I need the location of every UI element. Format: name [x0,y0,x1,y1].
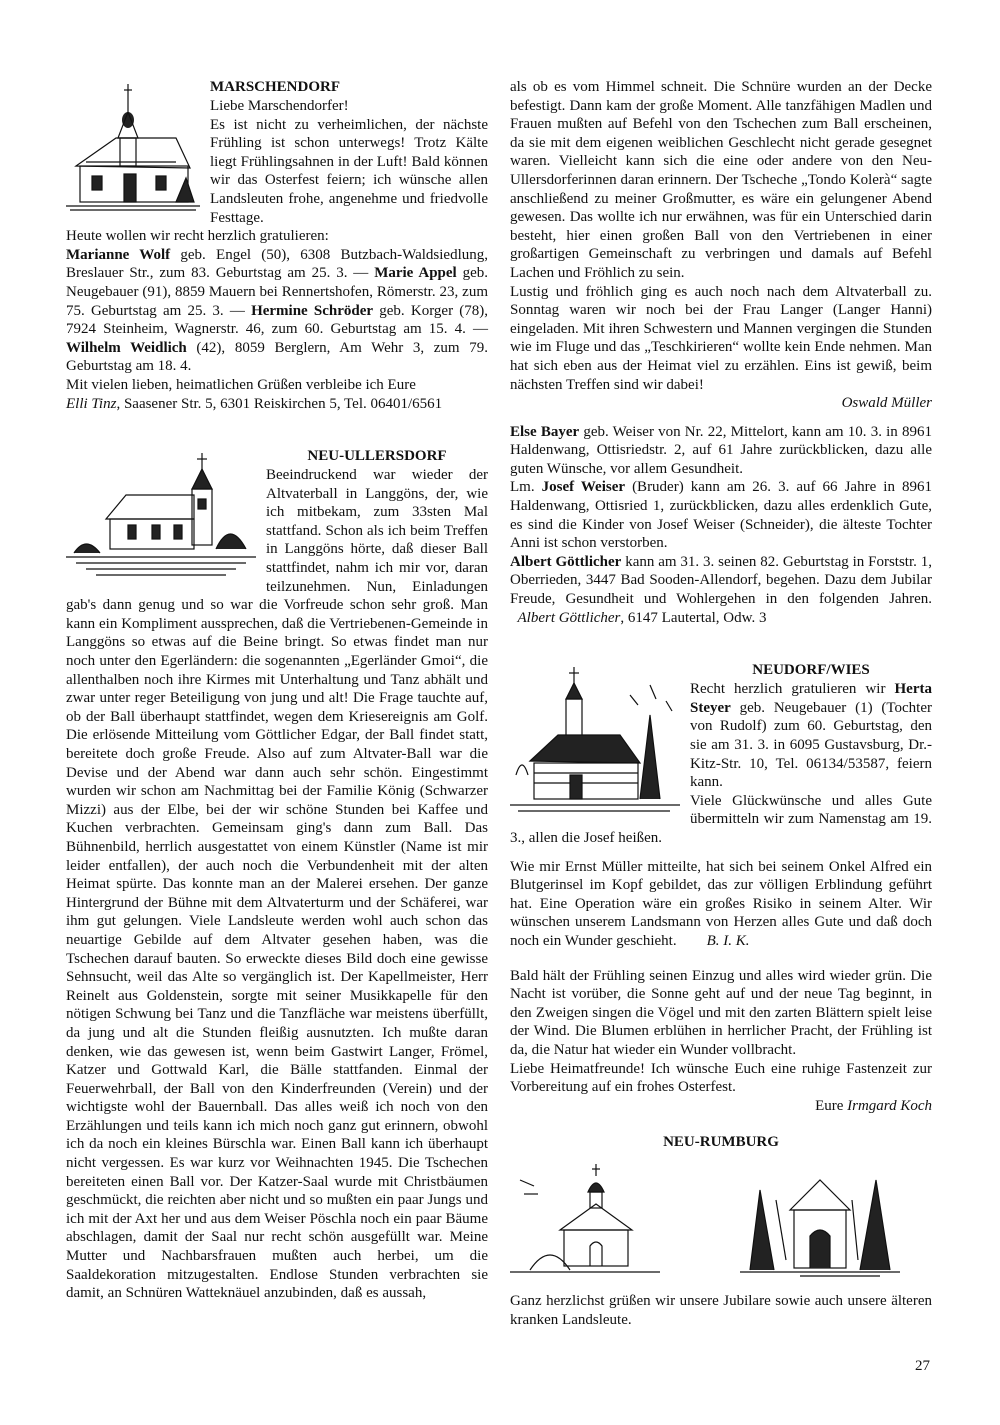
author-line [66,395,488,414]
page-number: 27 [915,1358,930,1374]
section-heading: NEUDORF/WIES [752,662,870,679]
ball-report-continued: als ob es vom Himmel schneit. Die Schnüre wurden an der Decke befestigt. Dann kam der große Moment. Alle tanzfähigen Madlen und Frauen mußten auf Befehl von den Tschechen zum Ball erscheinen, da sie mit dem eigenen weiblichen Geschlecht nicht gerade gesegnet waren. Vielleicht kann sich die eine oder andere von den Neu-Ullersdorferinnen daran erinnern. Der Tscheche „Tondo Kolerà“ sagte anschließend zu meiner Großmutter, es wäre ein gelungener Abend gewesen. Das wollte ich nur erwähnen, was für ein Unterschied darin besteht, hier einen großen Ball von den Vertriebenen in einer großartigen Gemeinschaft zu verbringen und damals auf Befehl Lachen und Fröhlich zu sein. [510,79,932,281]
author-name: Elli Tinz [66,395,117,412]
section-signature [510,1097,932,1116]
left-column [66,78,488,1303]
birthday-entry [510,478,932,552]
neu-rumburg-chapel-illustration [510,1160,660,1280]
honoree-details: geb. Neugebauer (1) (Tochter von Rudolf) zum 60. Geburtstag, den sie am 31. 3. in 6095 Gustavsburg, Dr.-Kitz-Str. 10, Tel. 06134/53587, feiern kann. [690,699,932,791]
neudorf-wies-church-illustration [510,665,680,815]
section-neu-rumburg [510,1133,932,1329]
marschendorf-chapel-illustration [66,78,200,218]
easter-wishes: Liebe Heimatfreunde! Ich wünsche Euch eine ruhige Fastenzeit zur Vorbereitung auf ein frohes Osterfest. [510,1060,932,1096]
signature-prefix: Eure [815,1097,848,1114]
congrats-lead: Heute wollen wir recht herzlich gratulieren: [66,228,329,245]
birthday-entry [510,423,932,479]
section-neudorf-wies [510,661,932,1115]
section-heading: MARSCHENDORF [210,79,340,95]
ullersdorf-birthdays [510,423,932,628]
ball-report-after: Lustig und fröhlich ging es auch noch nach dem Altvaterball zu. Sonntag waren wir noch bei der Frau Langer (Langer Hanni) eingeladen. Mit ihren Schwestern und Mannen vergingen die Stunden wie im Fluge und das „Teschkirieren“ wollte kein Ende nehmen. Man hat sich eben aus der Heimat viel zu erzählen. Eins ist gewiß, beim nächsten Treffen sind wir dabei! [510,283,932,393]
honoree-details: geb. Korger (78), 7924 Steinheim, Wagnerstr. 46, zum 60. Geburtstag am 15. 4. — [66,302,489,338]
section-heading: NEU-RUMBURG [663,1134,779,1151]
honoree-prefix: Lm. [510,479,542,496]
honoree-name: Herta Steyer [690,681,932,716]
honoree-details: geb. Engel (50), 6308 Butzbach-Waldsiedlung, Breslauer Str., zum 83. Geburtstag am 25. 3. — [66,246,489,282]
neu-rumburg-shrine-illustration [740,1160,900,1280]
honoree-details: geb. Neugebauer (91), 8859 Mauern bei Rennertshofen, Römerstr. 23, zum 75. Geburtstag am 25. 3. — [66,265,488,319]
entry-signature: Albert Göttlicher [517,609,621,626]
illness-text: Wie mir Ernst Müller mitteilte, hat sich bei seinem Onkel Alfred ein Blutgerinsel im Kopf gebildet, das zur völligen Erblindung geführt hat. Eine Operation wäre ein großes Risiko in seinem Alter. Wir wünschen unserem Landsmann von Herzen alles Gute und daß doch noch ein Wunder geschieht. [510,858,932,949]
honoree-name: Else Bayer [510,423,580,440]
honoree-details: kann am 31. 3. seinen 82. Geburtstag in Forststr. 1, Oberrieden, 3447 Bad Sooden-Allendorf, begehen. Dazu dem Jubilar Freude, Gesundheit und Wohlergehen in den folgenden Jahren. [510,553,932,608]
signature-name: Irmgard Koch [847,1097,932,1114]
ball-report-paragraph: Beeindruckend war wieder der Altvaterball in Langgöns, der, wie ich mitbekam, zum 33sten Mal stattfand. Schon als ich beim Treffen in Langgöns hörte, daß dieser Ball stattfindet, nahm ich mir vor, daran teilzunehmen. Nun, Einladungen gab's dann genug und so war die Vorfreude schon sehr groß. Man kann ein Kompliment aussprechen, daß die Vertriebenen-Gemeinde in Langgöns so etwas auf die Beine bringt. So etwas findet man nur noch unter den Egerländern: die sogenannten „Egerländer Gmoi“, die allenthalben noch ihre Kirmes mit Unterhaltung und Tanz abhält und zwar unter reger Beteiligung von jung und alt! Die Frage tauchte auf, ob der Ball überhaupt stattfindet, wegen dem Kriesereignis am Golf. Die erlösende Mitteilung vom Göttlicher Edgar, der Ball findet statt, bereitete doch große Freude. Also auf zum Altvater-Ball war die Devise und der Abend war dann auch sehr schön. Eingestimmt wurden wir schon am Nachmittag bei der Familie König (Schwarzer Mizzi) aus der Elbe, bei der wir schöne Stunden bei Kaffee und Kuchen verbrachten. Gemeinsam ging's dann zum Ball. Das Bühnenbild, herrlich ausgestattet von einem Künstler (Name ist mir leider entfallen), der auch noch die Verbundenheit mit der alten Heimat spürte. Das konnte man an der Malerei ersehen. Der ganze Hintergrund der Bühne mit dem Altvaterturm und der Schäferei, war ihm gut gelungen. Viele Landsleute werden wohl auch schon das neuartige Gebilde auf dem Altvater gesehen haben, was die Tschechen darauf bauten. So erweckte dieses Bild doch eine gewisse Sehnsucht, weil das Alte so vergänglich ist. Der Kapellmeister, Herr Reinelt aus Goldenstein, sorgte mit seiner Musikkapelle für den nötigen Schwung bei Tanz und die Tanzfläche war meistens überfüllt, da jung und alt die Stunden fleißig ausnutzten. Ich mußte daran denken, wie das gewesen ist, wenn beim Gastwirt Langer, Frömel, Katzer und Gottwald Karl, die Bälle stattfanden. Einmal der Feuerwehrball, der Ball von den Kinderfreunden (Verein) und der wichtigste wohl der Bauernball. Das alles weiß ich noch von den Erzählungen und teils kann ich mich noch ganz gut erinnern, obwohl ich da noch ein kleines Bürschla war. Einen Ball kann ich überhaupt nicht vergessen. Es war kurz vor Weihnachten 1945. Die Tschechen bereiteten einen Ball vor. Der Katzer-Saal wurde mit Christbäumen geschmückt, die reichten aber nicht und so mußten ein paar Jungs und ich mit der Axt her und aus dem Weiser Pöschla noch ein paar Bäume abschlagen, damit der Saal nur recht schön ausgefüllt war. Meine Mutter und Nachbarsfrauen mußten auch herbei, um die Saaldekoration mitzugestalten. Endlose Stunden verbrachten sie damit, an Schnüren Watteknäuel anzubinden, daß es aussah, [66,467,488,1302]
entry-prefix: Recht herzlich gratulieren wir [690,681,895,698]
birthday-entry [510,553,932,627]
right-column [510,78,932,1329]
author-address: , Saasener Str. 5, 6301 Reiskirchen 5, Tel. 06401/6561 [116,395,443,412]
illness-report [510,858,932,951]
greeting: Liebe Marschendorfer! [210,98,349,114]
birthday-list [66,246,488,376]
nameday-wishes: Viele Glückwünsche und alles Gute übermitteln wir zum Namenstag am 19. 3., allen die Josef heißen. [510,792,932,846]
honoree-details: (Bruder) kann am 26. 3. auf 66 Jahre in 8961 Haldenwang, Ottisried 1, zurückblicken, dazu alles erdenklich Gute, es sind die Kinder von Josef Weiser (Schneider), die älteste Tochter Anni ist schon verstorben. [510,479,932,552]
honoree-name: Josef Weiser [541,479,626,496]
spring-paragraph: Bald hält der Frühling seinen Einzug und alles wird wieder grün. Die Nacht ist vorüber, die Sonne geht auf und der neue Tag beginnt, in den Zweigen singen die Vögel und mit den zarten Blättern spielt leise der Wind. Die Blumen erblühen in herrlicher Pracht, der Frühling ist da, die Natur hat wieder ein Wunder vollbracht. [510,967,932,1058]
section-heading: NEU-ULLERSDORF [307,448,447,465]
neu-ullersdorf-church-illustration [66,449,256,583]
intro-paragraph: Es ist nicht zu verheimlichen, der nächste Frühling ist schon unterwegs! Trotz Kälte liegt Frühlingsahnen in der Luft! Bald können wir das Osterfest feiern; ich wünsche allen Landsleuten frohe, angenehme und friedvolle Festtage. [210,116,488,226]
honoree-name: Albert Göttlicher [510,553,622,570]
honoree-details: geb. Weiser von Nr. 22, Mittelort, kann am 10. 3. in 8961 Haldenwang, Ottisriedstr. 2, auf 61 Jahre zurückblicken, dazu alle guten Wünsche, vor allem Gesundheit. [510,423,932,477]
closing-line: Mit vielen lieben, heimatlichen Grüßen verbleibe ich Eure [66,376,416,393]
honoree-name: Marianne Wolf [66,246,171,263]
entry-signature-address: , 6147 Lautertal, Odw. 3 [620,609,767,626]
section-marschendorf [66,78,488,413]
honoree-name: Hermine Schröder [251,302,374,319]
report-signature: Oswald Müller [841,395,932,412]
section-neu-ullersdorf [66,447,488,1303]
greeting-paragraph: Ganz herzlichst grüßen wir unsere Jubilare sowie auch unsere älteren kranken Landsleute. [510,1293,932,1328]
honoree-details: (42), 8059 Berglern, Am Wehr 3, zum 79. Geburtstag am 18. 4. [66,339,488,375]
honoree-name: Wilhelm Weidlich [66,339,187,356]
entry-signature: B. I. K. [706,932,750,949]
honoree-name: Marie Appel [374,265,457,282]
neu-rumburg-illustrations [510,1160,932,1284]
